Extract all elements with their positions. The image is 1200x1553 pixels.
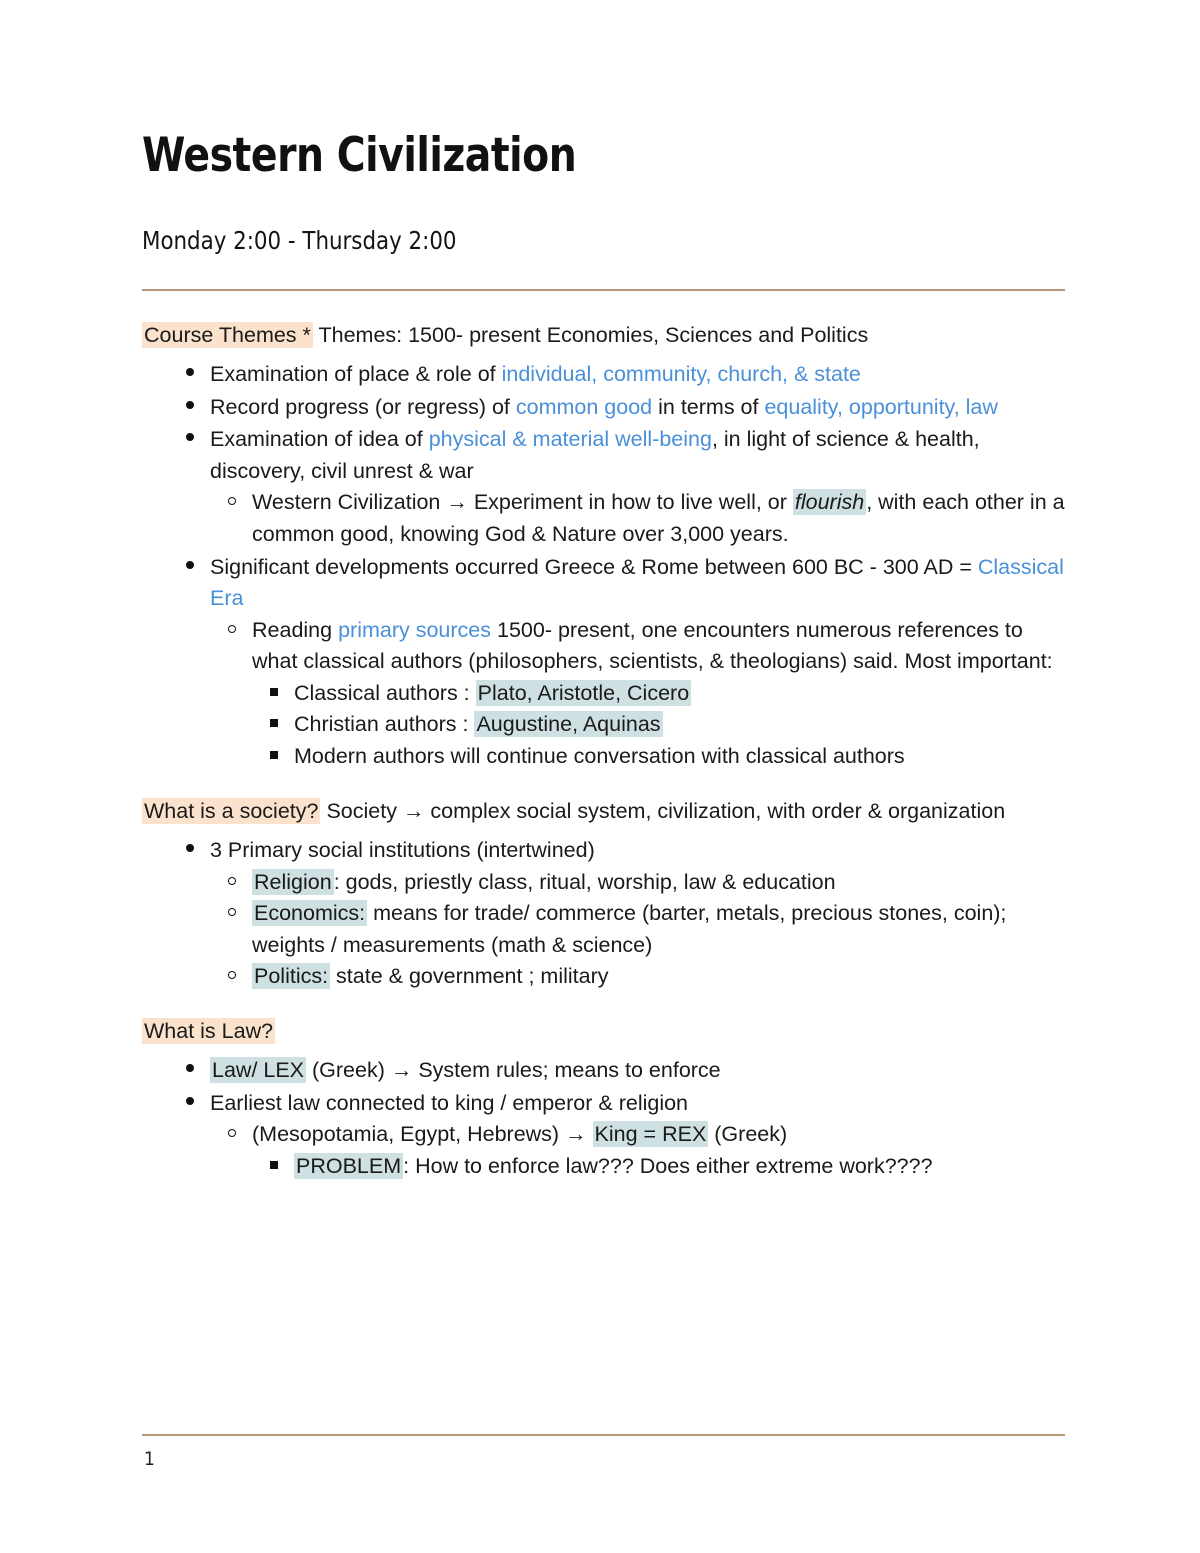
- bullet-text-emphasis: flourish: [794, 490, 865, 515]
- list-item: [210, 898, 1065, 961]
- law-list: [142, 1055, 1065, 1182]
- list-item: [142, 1088, 1065, 1183]
- bullet-text-highlight: Religion: [254, 869, 332, 894]
- course-schedule: Monday 2:00 - Thursday 2:00: [142, 225, 457, 255]
- bullet-text: Modern authors will continue conversation with classical authors: [294, 744, 905, 769]
- bullet-text: (Greek) → System rules; means to enforce: [306, 1058, 721, 1083]
- header-divider: [142, 289, 1065, 291]
- bullet-circle-icon: [228, 497, 236, 505]
- bullet-text: Classical authors :: [294, 680, 476, 705]
- bullet-text-blue: equality, opportunity, law: [764, 394, 998, 419]
- bullet-text: Reading: [252, 617, 339, 642]
- list-item: [142, 424, 1065, 550]
- bullet-text-blue: physical & material well-being: [428, 427, 712, 452]
- list-item: [210, 487, 1065, 550]
- list-item: [142, 835, 1065, 993]
- bullet-text-highlight: Plato, Aristotle, Cicero: [477, 680, 690, 705]
- bullet-disc-icon: [186, 1097, 194, 1105]
- list-item: [142, 552, 1065, 773]
- society-lead-text: Society → complex social system, civilization, with order & organization: [320, 798, 1006, 823]
- bullet-text: state & government ; military: [330, 964, 609, 989]
- course-themes-lead-text: Themes: 1500- present Economies, Sciences and Politics: [312, 322, 869, 347]
- bullet-text-highlight: Law/ LEX: [212, 1058, 305, 1083]
- list-item: [252, 1151, 1065, 1183]
- law-lead: [142, 1015, 1065, 1047]
- society-heading: What is a society?: [144, 798, 319, 823]
- page-number: 1: [144, 1448, 155, 1470]
- footer-divider: [142, 1434, 1065, 1436]
- bullet-disc-icon: [186, 368, 194, 376]
- bullet-circle-icon: [228, 625, 236, 633]
- bullet-text: 1500- present, one encounters numerous references to what classical authors (philosophers, scientists, & theologians) said. Most important:: [252, 617, 1053, 674]
- bullet-disc-icon: [186, 844, 194, 852]
- bullet-text: Significant developments occurred Greece & Rome between 600 BC - 300 AD =: [210, 554, 978, 579]
- bullet-text-highlight: PROBLEM: [296, 1153, 402, 1178]
- bullet-text: Examination of idea of: [210, 427, 429, 452]
- bullet-circle-icon: [228, 908, 236, 916]
- course-themes-lead: [142, 319, 1065, 351]
- bullet-circle-icon: [228, 877, 236, 885]
- bullet-text: : gods, priestly class, ritual, worship, law & education: [333, 869, 836, 894]
- list-item: [210, 867, 1065, 899]
- society-lead: [142, 795, 1065, 827]
- sublist: [252, 1151, 1065, 1183]
- bullet-text: (Mesopotamia, Egypt, Hebrews) →: [252, 1122, 593, 1147]
- bullet-text-highlight: Politics:: [254, 964, 329, 989]
- bullet-square-icon: [270, 751, 278, 759]
- sublist: [210, 615, 1065, 773]
- list-item: [252, 678, 1065, 710]
- bullet-text: (Greek): [708, 1122, 788, 1147]
- bullet-text: : How to enforce law??? Does either extreme work????: [403, 1153, 933, 1178]
- course-themes-heading: Course Themes *: [144, 322, 311, 347]
- bullet-disc-icon: [186, 1064, 194, 1072]
- bullet-disc-icon: [186, 401, 194, 409]
- bullet-text: 3 Primary social institutions (intertwined): [210, 837, 595, 862]
- list-item: [142, 392, 1065, 424]
- bullet-text-highlight: King = REX: [594, 1122, 707, 1147]
- bullet-text: Earliest law connected to king / emperor & religion: [210, 1090, 689, 1115]
- list-item: [210, 615, 1065, 773]
- bullet-text: Record progress (or regress) of: [210, 394, 516, 419]
- bullet-square-icon: [270, 719, 278, 727]
- bullet-text: , with each other in a common good, knowing God & Nature over 3,000 years.: [252, 490, 1065, 546]
- bullet-text-blue: primary sources: [338, 617, 492, 642]
- bullet-disc-icon: [186, 433, 194, 441]
- bullet-text-highlight: Economics:: [254, 901, 366, 926]
- list-item: [142, 359, 1065, 391]
- bullet-text-blue: individual, community, church, & state: [501, 361, 861, 386]
- list-item: [142, 1055, 1065, 1087]
- bullet-text: means for trade/ commerce (barter, metals, precious stones, coin); weights / measurements (math & science): [252, 901, 1007, 957]
- bullet-text: Christian authors :: [294, 712, 475, 737]
- bullet-text-highlight: Augustine, Aquinas: [476, 712, 661, 737]
- bullet-square-icon: [270, 688, 278, 696]
- bullet-circle-icon: [228, 1129, 236, 1137]
- sublist: [210, 487, 1065, 550]
- sublist: [210, 1119, 1065, 1182]
- list-item: [210, 961, 1065, 993]
- bullet-text: , in light of science & health, discovery, civil unrest & war: [210, 427, 980, 483]
- course-themes-list: [142, 359, 1065, 773]
- law-heading: What is Law?: [144, 1018, 274, 1043]
- bullet-text: Western Civilization → Experiment in how to live well, or: [252, 490, 793, 515]
- page-title: Western Civilization: [142, 128, 577, 183]
- bullet-circle-icon: [228, 971, 236, 979]
- list-item: [210, 1119, 1065, 1182]
- sublist: [252, 678, 1065, 773]
- sublist: [210, 867, 1065, 993]
- society-list: [142, 835, 1065, 993]
- bullet-text-blue: common good: [515, 394, 653, 419]
- bullet-text: in terms of: [652, 394, 765, 419]
- list-item: [252, 741, 1065, 773]
- bullet-text: Examination of place & role of: [210, 361, 502, 386]
- bullet-square-icon: [270, 1161, 278, 1169]
- bullet-disc-icon: [186, 561, 194, 569]
- list-item: [252, 709, 1065, 741]
- bullet-text-blue: Classical Era: [210, 554, 1064, 611]
